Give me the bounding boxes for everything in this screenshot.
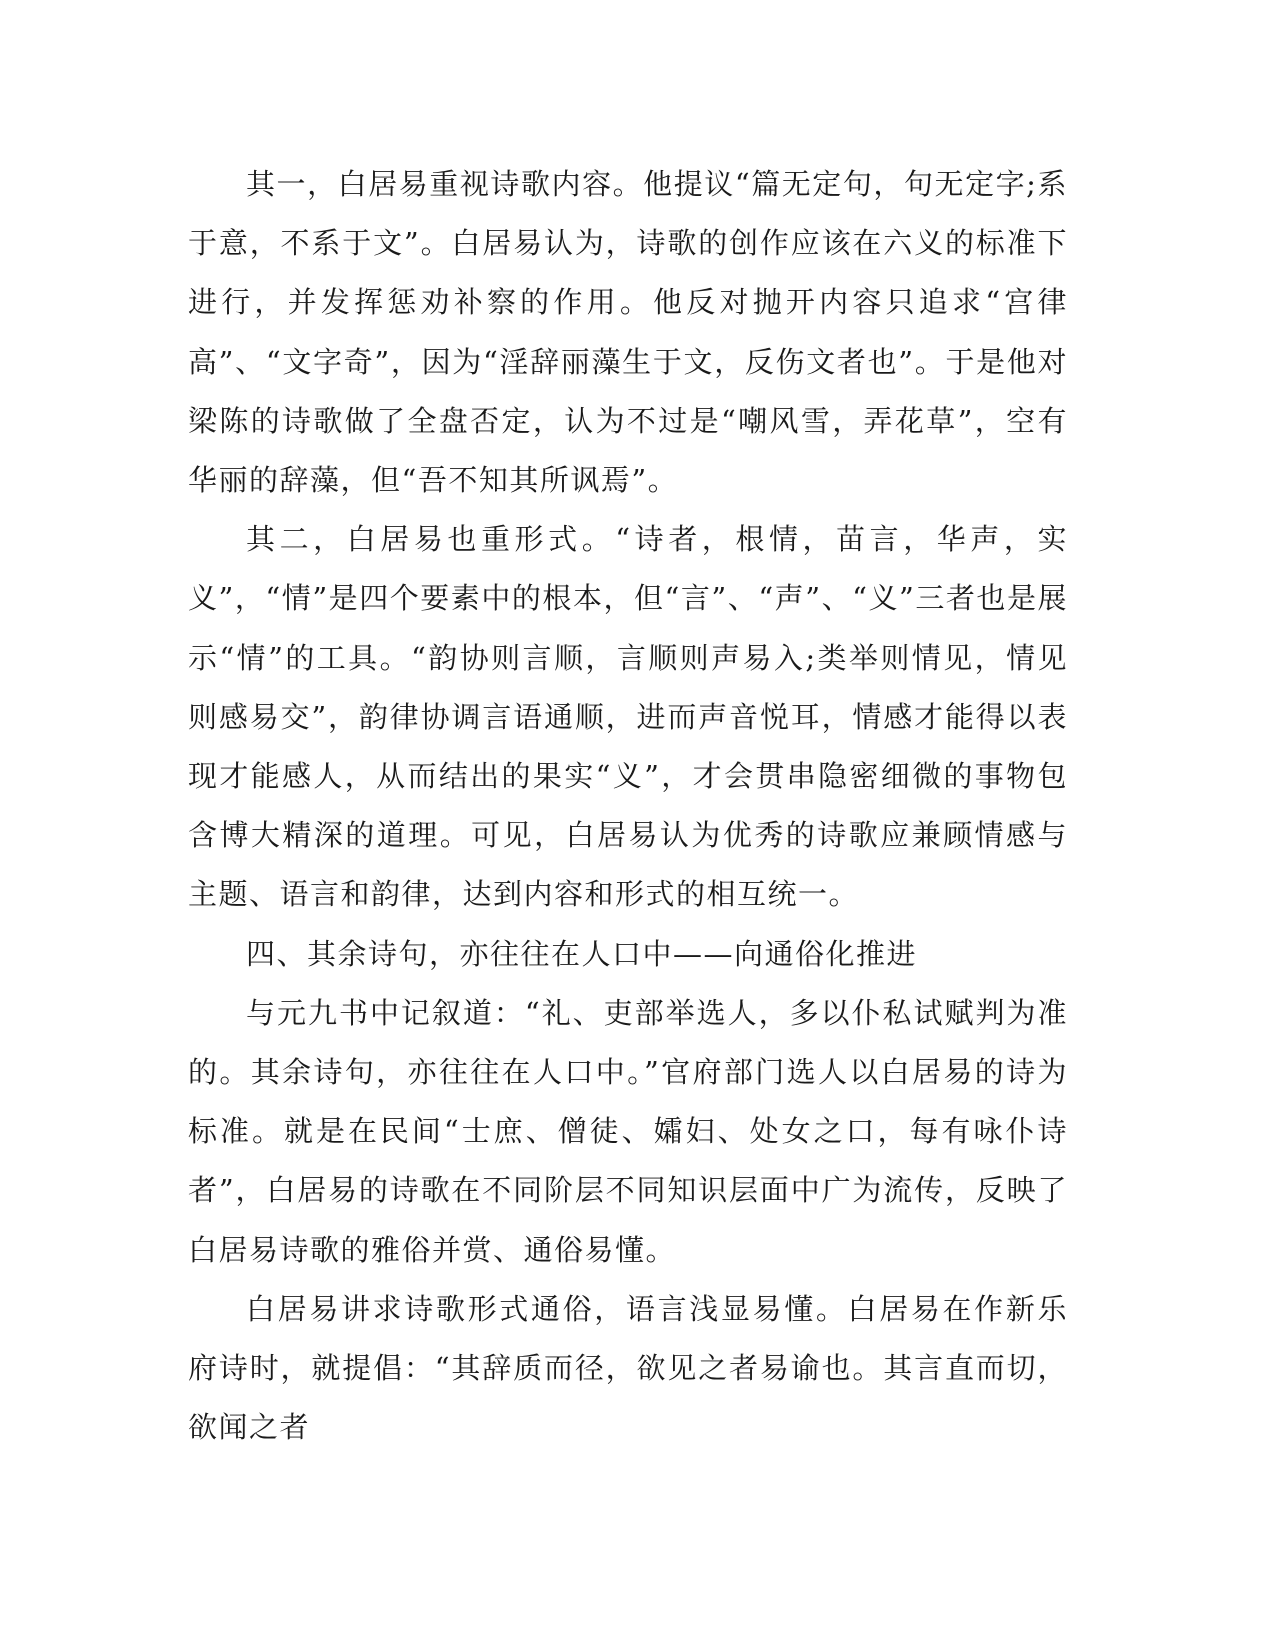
paragraph-plain-language: 白居易讲求诗歌形式通俗，语言浅显易懂。白居易在作新乐府诗时，就提倡：“其辞质而径，欲见之者易谕也。其言直而切，欲闻之者 xyxy=(188,1291,1068,1445)
paragraph-popularity: 与元九书中记叙道：“礼、吏部举选人，多以仆私试赋判为准的。其余诗句，亦往往在人口中。”官府部门选人以白居易的诗为标准。就是在民间“士庶、僧徒、孀妇、处女之口，每有咏仆诗者”，白居易的诗歌在不同阶层不同知识层面中广为流传，反映了白居易诗歌的雅俗并赏、通俗易懂。 xyxy=(188,995,1068,1267)
paragraph-form: 其二，白居易也重形式。“诗者，根情，苗言，华声，实义”，“情”是四个要素中的根本，但“言”、“声”、“义”三者也是展示“情”的工具。“韵协则言顺，言顺则声易入;类举则情见，情见则感易交”，韵律协调言语通顺，进而声音悦耳，情感才能得以表现才能感人，从而结出的果实“义”，才会贯串隐密细微的事物包含博大精深的道理。可见，白居易认为优秀的诗歌应兼顾情感与主题、语言和韵律，达到内容和形式的相互统一。 xyxy=(188,522,1068,912)
body-text xyxy=(188,155,1068,1457)
paragraph-content: 其一，白居易重视诗歌内容。他提议“篇无定句，句无定字;系于意，不系于文”。白居易认为，诗歌的创作应该在六义的标准下进行，并发挥惩劝补察的作用。他反对抛开内容只追求“宫律高”、“文字奇”，因为“淫辞丽藻生于文，反伤文者也”。于是他对梁陈的诗歌做了全盘否定，认为不过是“嘲风雪，弄花草”，空有华丽的辞藻，但“吾不知其所讽焉”。 xyxy=(188,167,1068,498)
section-heading: 四、其余诗句，亦往往在人口中——向通俗化推进 xyxy=(246,936,918,971)
